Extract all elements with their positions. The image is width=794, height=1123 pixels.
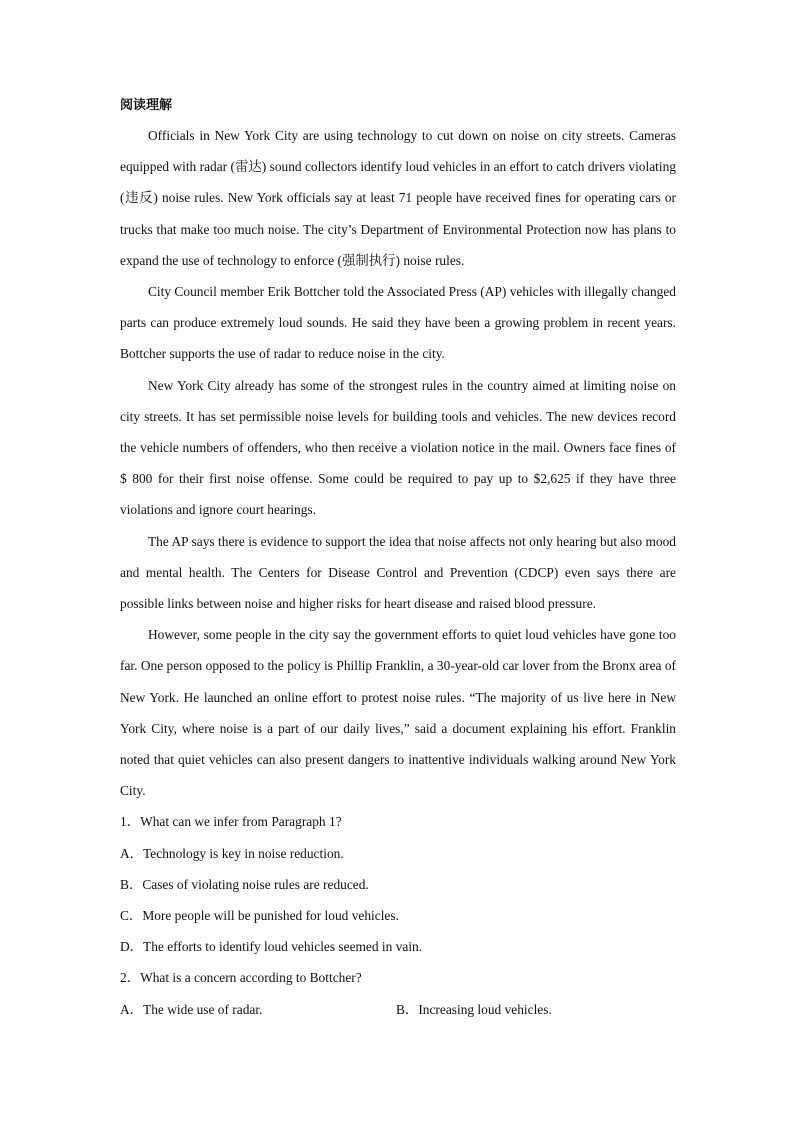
question-1-stem: 1．What can we infer from Paragraph 1? [120, 814, 342, 830]
page-content [120, 96, 676, 1025]
question-2-stem: 2．What is a concern according to Bottcher? [120, 970, 362, 986]
question-2-option-b: B．Increasing loud vehicles. [396, 1001, 552, 1017]
section-heading: 阅读理解 [120, 98, 173, 113]
question-1-option-d: D．The efforts to identify loud vehicles seemed in vain. [120, 939, 423, 955]
question-1-option-a: A．Technology is key in noise reduction. [120, 845, 344, 861]
passage-paragraph-3: New York City already has some of the strongest rules in the country aimed at limiting noise on city streets. It has set permissible noise levels for building tools and vehicles. The new devices record the vehicle numbers of offenders, who then receive a violation notice in the mail. Owners face fines of $ 800 for their first noise offense. Some could be required to pay up to $2,625 if they have three violations and ignore court hearings. [120, 377, 676, 518]
question-2-option-a: A．The wide use of radar. [120, 1001, 263, 1017]
passage-paragraph-1: Officials in New York City are using technology to cut down on noise on city streets. Cameras equipped with radar (雷达) sound collectors identify loud vehicles in an effort to catch drivers violating (违反) noise rules. New York officials say at least 71 people have received fines for operating cars or trucks that make too much noise. The city’s Department of Environmental Protection now has plans to expand the use of technology to enforce (强制执行) noise rules. [120, 128, 676, 268]
question-2-options-row [120, 994, 676, 1025]
passage-paragraph-5: However, some people in the city say the government efforts to quiet loud vehicles have gone too far. One person opposed to the policy is Phillip Franklin, a 30-year-old car lover from the Bronx area of New York. He launched an online effort to protest noise rules. “The majority of us live here in New York City, where noise is a part of our daily lives,” said a document explaining his effort. Franklin noted that quiet vehicles can also present dangers to inattentive individuals walking around New York City. [120, 627, 676, 799]
question-1-option-b: B．Cases of violating noise rules are reduced. [120, 876, 369, 892]
question-1-option-c: C．More people will be punished for loud vehicles. [120, 908, 399, 924]
passage-paragraph-4: The AP says there is evidence to support the idea that noise affects not only hearing but also mood and mental health. The Centers for Disease Control and Prevention (CDCP) even says there are possible links between noise and higher risks for heart disease and raised blood pressure. [120, 533, 676, 612]
passage-paragraph-2: City Council member Erik Bottcher told the Associated Press (AP) vehicles with illegally changed parts can produce extremely loud sounds. He said they have been a growing problem in recent years. Bottcher supports the use of radar to reduce noise in the city. [120, 284, 676, 362]
